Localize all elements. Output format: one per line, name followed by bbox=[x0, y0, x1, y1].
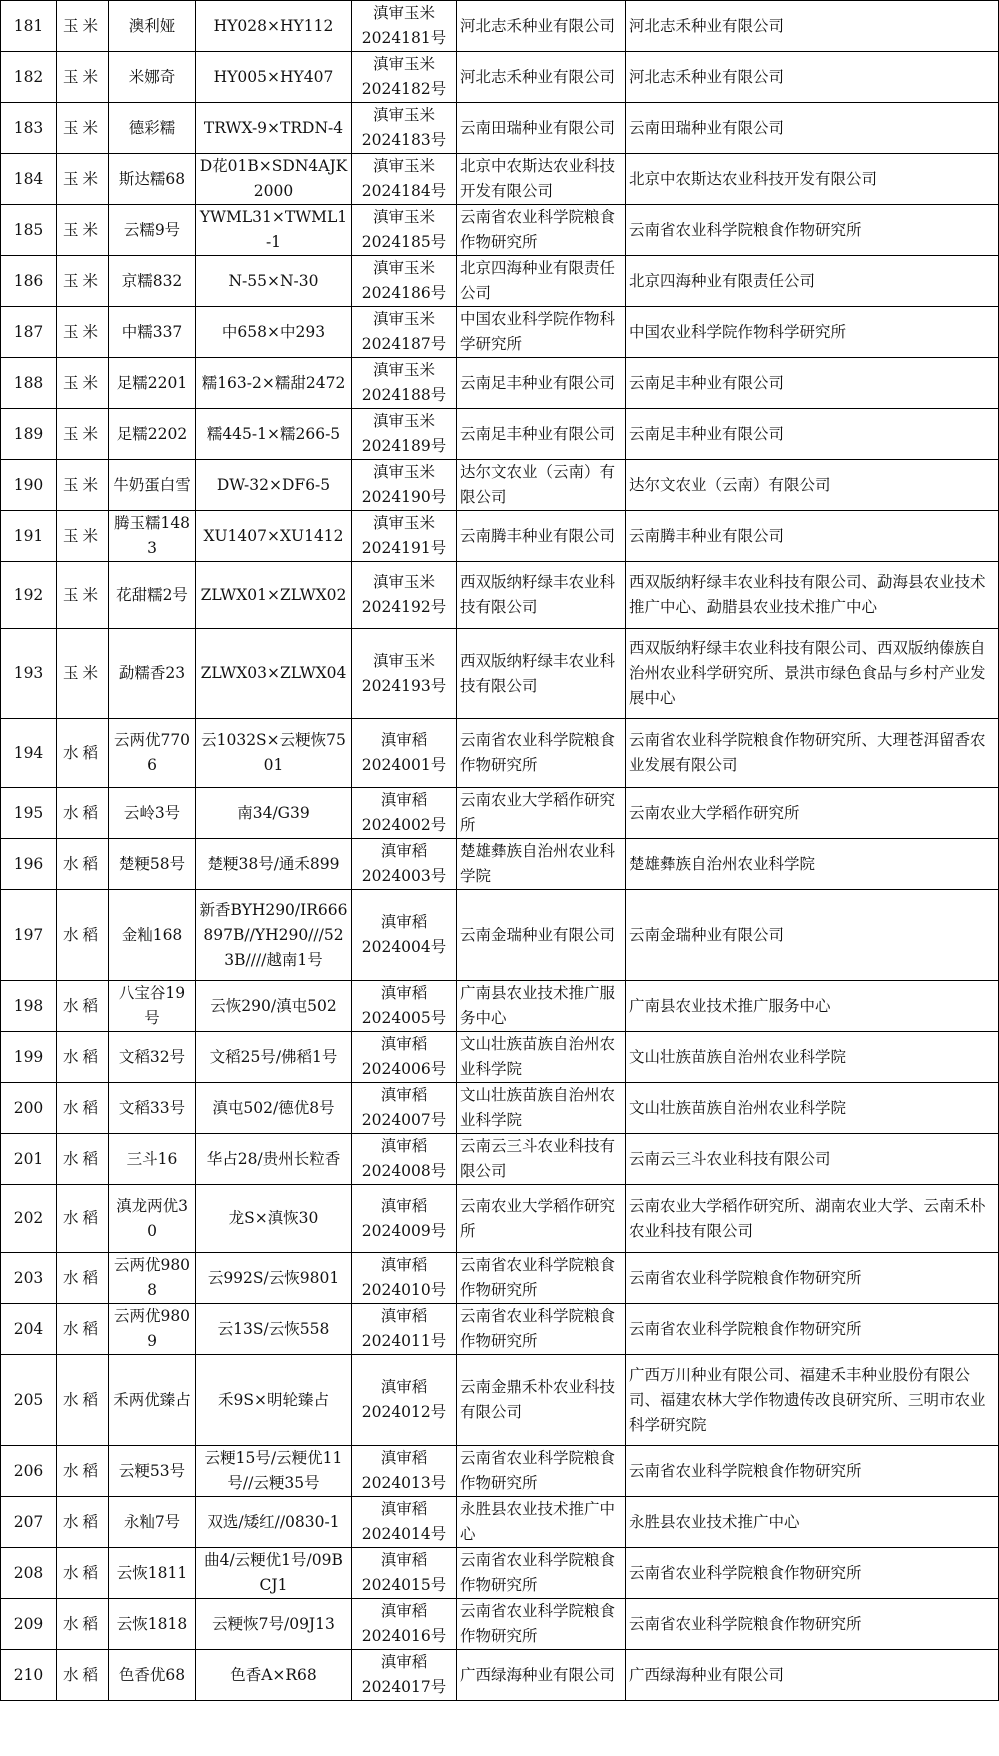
approval-number-cell: 滇审玉米 2024189号 bbox=[352, 409, 457, 460]
serial-number-cell: 191 bbox=[1, 511, 57, 562]
applicant-cell: 云南农业大学稻作研究所 bbox=[457, 1185, 626, 1253]
table-row bbox=[1, 205, 999, 256]
table-row bbox=[1, 1446, 999, 1497]
breeder-cell: 云南省农业科学院粮食作物研究所 bbox=[626, 1548, 999, 1599]
serial-number-cell: 196 bbox=[1, 839, 57, 890]
breeder-cell: 云南田瑞种业有限公司 bbox=[626, 103, 999, 154]
table-row bbox=[1, 1, 999, 52]
serial-number-cell: 190 bbox=[1, 460, 57, 511]
crop-type-cell: 水稻 bbox=[57, 1083, 109, 1134]
table-row bbox=[1, 1304, 999, 1355]
breeder-cell: 云南省农业科学院粮食作物研究所 bbox=[626, 1304, 999, 1355]
breeder-cell: 云南腾丰种业有限公司 bbox=[626, 511, 999, 562]
crop-type-cell: 玉米 bbox=[57, 562, 109, 629]
applicant-cell: 云南省农业科学院粮食作物研究所 bbox=[457, 1304, 626, 1355]
approval-number-cell: 滇审稻 2024001号 bbox=[352, 719, 457, 788]
variety-name-cell: 云恢1811 bbox=[109, 1548, 196, 1599]
breeder-cell: 西双版纳籽绿丰农业科技有限公司、西双版纳傣族自治州农业科学研究所、景洪市绿色食品与乡村产业发展中心 bbox=[626, 629, 999, 719]
approval-number-cell: 滇审稻 2024013号 bbox=[352, 1446, 457, 1497]
breeder-cell: 云南云三斗农业科技有限公司 bbox=[626, 1134, 999, 1185]
parentage-cell: DW-32×DF6-5 bbox=[196, 460, 352, 511]
applicant-cell: 云南省农业科学院粮食作物研究所 bbox=[457, 1253, 626, 1304]
breeder-cell: 文山壮族苗族自治州农业科学院 bbox=[626, 1032, 999, 1083]
crop-type-cell: 玉米 bbox=[57, 358, 109, 409]
approval-number-cell: 滇审玉米 2024183号 bbox=[352, 103, 457, 154]
table-row bbox=[1, 1497, 999, 1548]
breeder-cell: 云南省农业科学院粮食作物研究所、大理苍洱留香农业发展有限公司 bbox=[626, 719, 999, 788]
parentage-cell: XU1407×XU1412 bbox=[196, 511, 352, 562]
serial-number-cell: 203 bbox=[1, 1253, 57, 1304]
serial-number-cell: 189 bbox=[1, 409, 57, 460]
table-row bbox=[1, 460, 999, 511]
applicant-cell: 云南足丰种业有限公司 bbox=[457, 358, 626, 409]
approval-number-cell: 滇审玉米 2024187号 bbox=[352, 307, 457, 358]
applicant-cell: 河北志禾种业有限公司 bbox=[457, 1, 626, 52]
serial-number-cell: 182 bbox=[1, 52, 57, 103]
applicant-cell: 云南省农业科学院粮食作物研究所 bbox=[457, 1599, 626, 1650]
parentage-cell: TRWX-9×TRDN-4 bbox=[196, 103, 352, 154]
applicant-cell: 云南足丰种业有限公司 bbox=[457, 409, 626, 460]
approval-number-cell: 滇审玉米 2024188号 bbox=[352, 358, 457, 409]
table-row bbox=[1, 358, 999, 409]
approval-number-cell: 滇审稻 2024005号 bbox=[352, 981, 457, 1032]
approval-number-cell: 滇审稻 2024010号 bbox=[352, 1253, 457, 1304]
crop-type-cell: 水稻 bbox=[57, 981, 109, 1032]
parentage-cell: 色香A×R68 bbox=[196, 1650, 352, 1701]
table-row bbox=[1, 154, 999, 205]
crop-type-cell: 水稻 bbox=[57, 1446, 109, 1497]
approval-number-cell: 滇审稻 2024009号 bbox=[352, 1185, 457, 1253]
parentage-cell: 糯163-2×糯甜2472 bbox=[196, 358, 352, 409]
parentage-cell: HY005×HY407 bbox=[196, 52, 352, 103]
breeder-cell: 河北志禾种业有限公司 bbox=[626, 1, 999, 52]
variety-name-cell: 云两优9808 bbox=[109, 1253, 196, 1304]
parentage-cell: D花01B×SDN4AJK2000 bbox=[196, 154, 352, 205]
crop-type-cell: 水稻 bbox=[57, 890, 109, 981]
parentage-cell: 曲4/云粳优1号/09BCJ1 bbox=[196, 1548, 352, 1599]
variety-name-cell: 云两优7706 bbox=[109, 719, 196, 788]
parentage-cell: 双选/矮红//0830-1 bbox=[196, 1497, 352, 1548]
crop-type-cell: 玉米 bbox=[57, 256, 109, 307]
parentage-cell: N-55×N-30 bbox=[196, 256, 352, 307]
serial-number-cell: 199 bbox=[1, 1032, 57, 1083]
table-row bbox=[1, 1355, 999, 1446]
breeder-cell: 北京四海种业有限责任公司 bbox=[626, 256, 999, 307]
breeder-cell: 河北志禾种业有限公司 bbox=[626, 52, 999, 103]
applicant-cell: 云南金鼎禾朴农业科技有限公司 bbox=[457, 1355, 626, 1446]
table-row bbox=[1, 307, 999, 358]
breeder-cell: 广南县农业技术推广服务中心 bbox=[626, 981, 999, 1032]
approval-number-cell: 滇审稻 2024017号 bbox=[352, 1650, 457, 1701]
parentage-cell: ZLWX01×ZLWX02 bbox=[196, 562, 352, 629]
breeder-cell: 云南省农业科学院粮食作物研究所 bbox=[626, 1253, 999, 1304]
applicant-cell: 云南省农业科学院粮食作物研究所 bbox=[457, 1548, 626, 1599]
applicant-cell: 北京中农斯达农业科技开发有限公司 bbox=[457, 154, 626, 205]
applicant-cell: 云南腾丰种业有限公司 bbox=[457, 511, 626, 562]
applicant-cell: 云南省农业科学院粮食作物研究所 bbox=[457, 719, 626, 788]
approval-number-cell: 滇审稻 2024008号 bbox=[352, 1134, 457, 1185]
approval-number-cell: 滇审玉米 2024192号 bbox=[352, 562, 457, 629]
applicant-cell: 西双版纳籽绿丰农业科技有限公司 bbox=[457, 629, 626, 719]
parentage-cell: 云粳恢7号/09J13 bbox=[196, 1599, 352, 1650]
crop-type-cell: 水稻 bbox=[57, 788, 109, 839]
applicant-cell: 达尔文农业（云南）有限公司 bbox=[457, 460, 626, 511]
approval-number-cell: 滇审玉米 2024181号 bbox=[352, 1, 457, 52]
approval-number-cell: 滇审玉米 2024185号 bbox=[352, 205, 457, 256]
crop-type-cell: 水稻 bbox=[57, 1253, 109, 1304]
table-body bbox=[1, 1, 999, 1701]
variety-name-cell: 云两优9809 bbox=[109, 1304, 196, 1355]
variety-name-cell: 永籼7号 bbox=[109, 1497, 196, 1548]
parentage-cell: 云1032S×云粳恢7501 bbox=[196, 719, 352, 788]
table-row bbox=[1, 1650, 999, 1701]
serial-number-cell: 188 bbox=[1, 358, 57, 409]
applicant-cell: 广南县农业技术推广服务中心 bbox=[457, 981, 626, 1032]
crop-type-cell: 水稻 bbox=[57, 1032, 109, 1083]
serial-number-cell: 193 bbox=[1, 629, 57, 719]
serial-number-cell: 210 bbox=[1, 1650, 57, 1701]
variety-name-cell: 云糯9号 bbox=[109, 205, 196, 256]
table-row bbox=[1, 1548, 999, 1599]
serial-number-cell: 185 bbox=[1, 205, 57, 256]
table-row bbox=[1, 890, 999, 981]
variety-name-cell: 云恢1818 bbox=[109, 1599, 196, 1650]
applicant-cell: 云南田瑞种业有限公司 bbox=[457, 103, 626, 154]
parentage-cell: 云粳15号/云粳优11号//云粳35号 bbox=[196, 1446, 352, 1497]
variety-name-cell: 足糯2201 bbox=[109, 358, 196, 409]
serial-number-cell: 201 bbox=[1, 1134, 57, 1185]
serial-number-cell: 206 bbox=[1, 1446, 57, 1497]
crop-type-cell: 玉米 bbox=[57, 629, 109, 719]
approval-number-cell: 滇审玉米 2024193号 bbox=[352, 629, 457, 719]
approval-number-cell: 滇审稻 2024002号 bbox=[352, 788, 457, 839]
variety-name-cell: 足糯2202 bbox=[109, 409, 196, 460]
breeder-cell: 永胜县农业技术推广中心 bbox=[626, 1497, 999, 1548]
approval-number-cell: 滇审玉米 2024186号 bbox=[352, 256, 457, 307]
serial-number-cell: 202 bbox=[1, 1185, 57, 1253]
parentage-cell: 新香BYH290/IR666897B//YH290///523B////越南1号 bbox=[196, 890, 352, 981]
variety-name-cell: 斯达糯68 bbox=[109, 154, 196, 205]
applicant-cell: 云南云三斗农业科技有限公司 bbox=[457, 1134, 626, 1185]
serial-number-cell: 200 bbox=[1, 1083, 57, 1134]
serial-number-cell: 194 bbox=[1, 719, 57, 788]
crop-type-cell: 玉米 bbox=[57, 511, 109, 562]
serial-number-cell: 181 bbox=[1, 1, 57, 52]
variety-name-cell: 文稻32号 bbox=[109, 1032, 196, 1083]
breeder-cell: 云南省农业科学院粮食作物研究所 bbox=[626, 1446, 999, 1497]
crop-type-cell: 玉米 bbox=[57, 205, 109, 256]
applicant-cell: 云南省农业科学院粮食作物研究所 bbox=[457, 1446, 626, 1497]
applicant-cell: 云南金瑞种业有限公司 bbox=[457, 890, 626, 981]
applicant-cell: 中国农业科学院作物科学研究所 bbox=[457, 307, 626, 358]
breeder-cell: 达尔文农业（云南）有限公司 bbox=[626, 460, 999, 511]
table-row bbox=[1, 511, 999, 562]
crop-type-cell: 水稻 bbox=[57, 1134, 109, 1185]
applicant-cell: 文山壮族苗族自治州农业科学院 bbox=[457, 1083, 626, 1134]
variety-name-cell: 澳利娅 bbox=[109, 1, 196, 52]
variety-name-cell: 勐糯香23 bbox=[109, 629, 196, 719]
variety-name-cell: 八宝谷19号 bbox=[109, 981, 196, 1032]
applicant-cell: 北京四海种业有限责任公司 bbox=[457, 256, 626, 307]
table-row bbox=[1, 629, 999, 719]
breeder-cell: 广西绿海种业有限公司 bbox=[626, 1650, 999, 1701]
crop-type-cell: 玉米 bbox=[57, 154, 109, 205]
crop-type-cell: 水稻 bbox=[57, 1355, 109, 1446]
breeder-cell: 云南农业大学稻作研究所、湖南农业大学、云南禾朴农业科技有限公司 bbox=[626, 1185, 999, 1253]
variety-name-cell: 色香优68 bbox=[109, 1650, 196, 1701]
serial-number-cell: 198 bbox=[1, 981, 57, 1032]
applicant-cell: 文山壮族苗族自治州农业科学院 bbox=[457, 1032, 626, 1083]
serial-number-cell: 204 bbox=[1, 1304, 57, 1355]
variety-name-cell: 楚粳58号 bbox=[109, 839, 196, 890]
approval-number-cell: 滇审稻 2024007号 bbox=[352, 1083, 457, 1134]
table-row bbox=[1, 1185, 999, 1253]
table-row bbox=[1, 256, 999, 307]
serial-number-cell: 192 bbox=[1, 562, 57, 629]
parentage-cell: 文稻25号/佛稻1号 bbox=[196, 1032, 352, 1083]
crop-type-cell: 玉米 bbox=[57, 103, 109, 154]
serial-number-cell: 184 bbox=[1, 154, 57, 205]
breeder-cell: 云南农业大学稻作研究所 bbox=[626, 788, 999, 839]
crop-type-cell: 水稻 bbox=[57, 1650, 109, 1701]
serial-number-cell: 186 bbox=[1, 256, 57, 307]
variety-name-cell: 德彩糯 bbox=[109, 103, 196, 154]
breeder-cell: 文山壮族苗族自治州农业科学院 bbox=[626, 1083, 999, 1134]
variety-name-cell: 牛奶蛋白雪 bbox=[109, 460, 196, 511]
serial-number-cell: 208 bbox=[1, 1548, 57, 1599]
variety-name-cell: 金籼168 bbox=[109, 890, 196, 981]
table-row bbox=[1, 1032, 999, 1083]
crop-type-cell: 水稻 bbox=[57, 719, 109, 788]
crop-type-cell: 玉米 bbox=[57, 409, 109, 460]
serial-number-cell: 209 bbox=[1, 1599, 57, 1650]
applicant-cell: 河北志禾种业有限公司 bbox=[457, 52, 626, 103]
approval-number-cell: 滇审玉米 2024191号 bbox=[352, 511, 457, 562]
approval-number-cell: 滇审稻 2024012号 bbox=[352, 1355, 457, 1446]
parentage-cell: 云13S/云恢558 bbox=[196, 1304, 352, 1355]
applicant-cell: 楚雄彝族自治州农业科学院 bbox=[457, 839, 626, 890]
parentage-cell: 华占28/贵州长粒香 bbox=[196, 1134, 352, 1185]
parentage-cell: YWML31×TWML1-1 bbox=[196, 205, 352, 256]
crop-type-cell: 水稻 bbox=[57, 1497, 109, 1548]
breeder-cell: 云南足丰种业有限公司 bbox=[626, 409, 999, 460]
crop-type-cell: 水稻 bbox=[57, 1599, 109, 1650]
variety-name-cell: 禾两优臻占 bbox=[109, 1355, 196, 1446]
approval-number-cell: 滇审玉米 2024190号 bbox=[352, 460, 457, 511]
approval-number-cell: 滇审稻 2024011号 bbox=[352, 1304, 457, 1355]
approval-number-cell: 滇审稻 2024003号 bbox=[352, 839, 457, 890]
variety-name-cell: 中糯337 bbox=[109, 307, 196, 358]
variety-name-cell: 米娜奇 bbox=[109, 52, 196, 103]
breeder-cell: 北京中农斯达农业科技开发有限公司 bbox=[626, 154, 999, 205]
table-row bbox=[1, 1134, 999, 1185]
serial-number-cell: 183 bbox=[1, 103, 57, 154]
serial-number-cell: 197 bbox=[1, 890, 57, 981]
parentage-cell: 糯445-1×糯266-5 bbox=[196, 409, 352, 460]
table-row bbox=[1, 788, 999, 839]
parentage-cell: 滇屯502/德优8号 bbox=[196, 1083, 352, 1134]
serial-number-cell: 205 bbox=[1, 1355, 57, 1446]
table-row bbox=[1, 103, 999, 154]
serial-number-cell: 187 bbox=[1, 307, 57, 358]
breeder-cell: 楚雄彝族自治州农业科学院 bbox=[626, 839, 999, 890]
crop-type-cell: 玉米 bbox=[57, 52, 109, 103]
variety-name-cell: 文稻33号 bbox=[109, 1083, 196, 1134]
breeder-cell: 云南省农业科学院粮食作物研究所 bbox=[626, 1599, 999, 1650]
serial-number-cell: 207 bbox=[1, 1497, 57, 1548]
breeder-cell: 广西万川种业有限公司、福建禾丰种业股份有限公司、福建农林大学作物遗传改良研究所、三明市农业科学研究院 bbox=[626, 1355, 999, 1446]
table-row bbox=[1, 981, 999, 1032]
breeder-cell: 云南省农业科学院粮食作物研究所 bbox=[626, 205, 999, 256]
crop-type-cell: 玉米 bbox=[57, 307, 109, 358]
approval-number-cell: 滇审稻 2024015号 bbox=[352, 1548, 457, 1599]
serial-number-cell: 195 bbox=[1, 788, 57, 839]
breeder-cell: 云南足丰种业有限公司 bbox=[626, 358, 999, 409]
table-row bbox=[1, 719, 999, 788]
parentage-cell: 禾9S×明轮臻占 bbox=[196, 1355, 352, 1446]
variety-name-cell: 花甜糯2号 bbox=[109, 562, 196, 629]
table-row bbox=[1, 562, 999, 629]
parentage-cell: 云恢290/滇屯502 bbox=[196, 981, 352, 1032]
parentage-cell: HY028×HY112 bbox=[196, 1, 352, 52]
variety-name-cell: 云岭3号 bbox=[109, 788, 196, 839]
applicant-cell: 云南农业大学稻作研究所 bbox=[457, 788, 626, 839]
variety-name-cell: 滇龙两优30 bbox=[109, 1185, 196, 1253]
parentage-cell: ZLWX03×ZLWX04 bbox=[196, 629, 352, 719]
breeder-cell: 中国农业科学院作物科学研究所 bbox=[626, 307, 999, 358]
table-row bbox=[1, 1599, 999, 1650]
table-row bbox=[1, 839, 999, 890]
parentage-cell: 云992S/云恢9801 bbox=[196, 1253, 352, 1304]
table-row bbox=[1, 1083, 999, 1134]
table-row bbox=[1, 409, 999, 460]
table-row bbox=[1, 1253, 999, 1304]
crop-type-cell: 水稻 bbox=[57, 1185, 109, 1253]
approval-number-cell: 滇审稻 2024006号 bbox=[352, 1032, 457, 1083]
table-row bbox=[1, 52, 999, 103]
parentage-cell: 南34/G39 bbox=[196, 788, 352, 839]
approval-number-cell: 滇审稻 2024016号 bbox=[352, 1599, 457, 1650]
crop-type-cell: 玉米 bbox=[57, 460, 109, 511]
crop-type-cell: 玉米 bbox=[57, 1, 109, 52]
variety-name-cell: 腾玉糯1483 bbox=[109, 511, 196, 562]
variety-name-cell: 三斗16 bbox=[109, 1134, 196, 1185]
breeder-cell: 云南金瑞种业有限公司 bbox=[626, 890, 999, 981]
parentage-cell: 龙S×滇恢30 bbox=[196, 1185, 352, 1253]
approval-number-cell: 滇审玉米 2024184号 bbox=[352, 154, 457, 205]
crop-type-cell: 水稻 bbox=[57, 1304, 109, 1355]
approval-number-cell: 滇审稻 2024014号 bbox=[352, 1497, 457, 1548]
variety-name-cell: 云粳53号 bbox=[109, 1446, 196, 1497]
parentage-cell: 中658×中293 bbox=[196, 307, 352, 358]
applicant-cell: 广西绿海种业有限公司 bbox=[457, 1650, 626, 1701]
approval-number-cell: 滇审稻 2024004号 bbox=[352, 890, 457, 981]
crop-type-cell: 水稻 bbox=[57, 839, 109, 890]
breeder-cell: 西双版纳籽绿丰农业科技有限公司、勐海县农业技术推广中心、勐腊县农业技术推广中心 bbox=[626, 562, 999, 629]
applicant-cell: 西双版纳籽绿丰农业科技有限公司 bbox=[457, 562, 626, 629]
parentage-cell: 楚粳38号/通禾899 bbox=[196, 839, 352, 890]
applicant-cell: 云南省农业科学院粮食作物研究所 bbox=[457, 205, 626, 256]
crop-type-cell: 水稻 bbox=[57, 1548, 109, 1599]
applicant-cell: 永胜县农业技术推广中心 bbox=[457, 1497, 626, 1548]
variety-name-cell: 京糯832 bbox=[109, 256, 196, 307]
approval-number-cell: 滇审玉米 2024182号 bbox=[352, 52, 457, 103]
